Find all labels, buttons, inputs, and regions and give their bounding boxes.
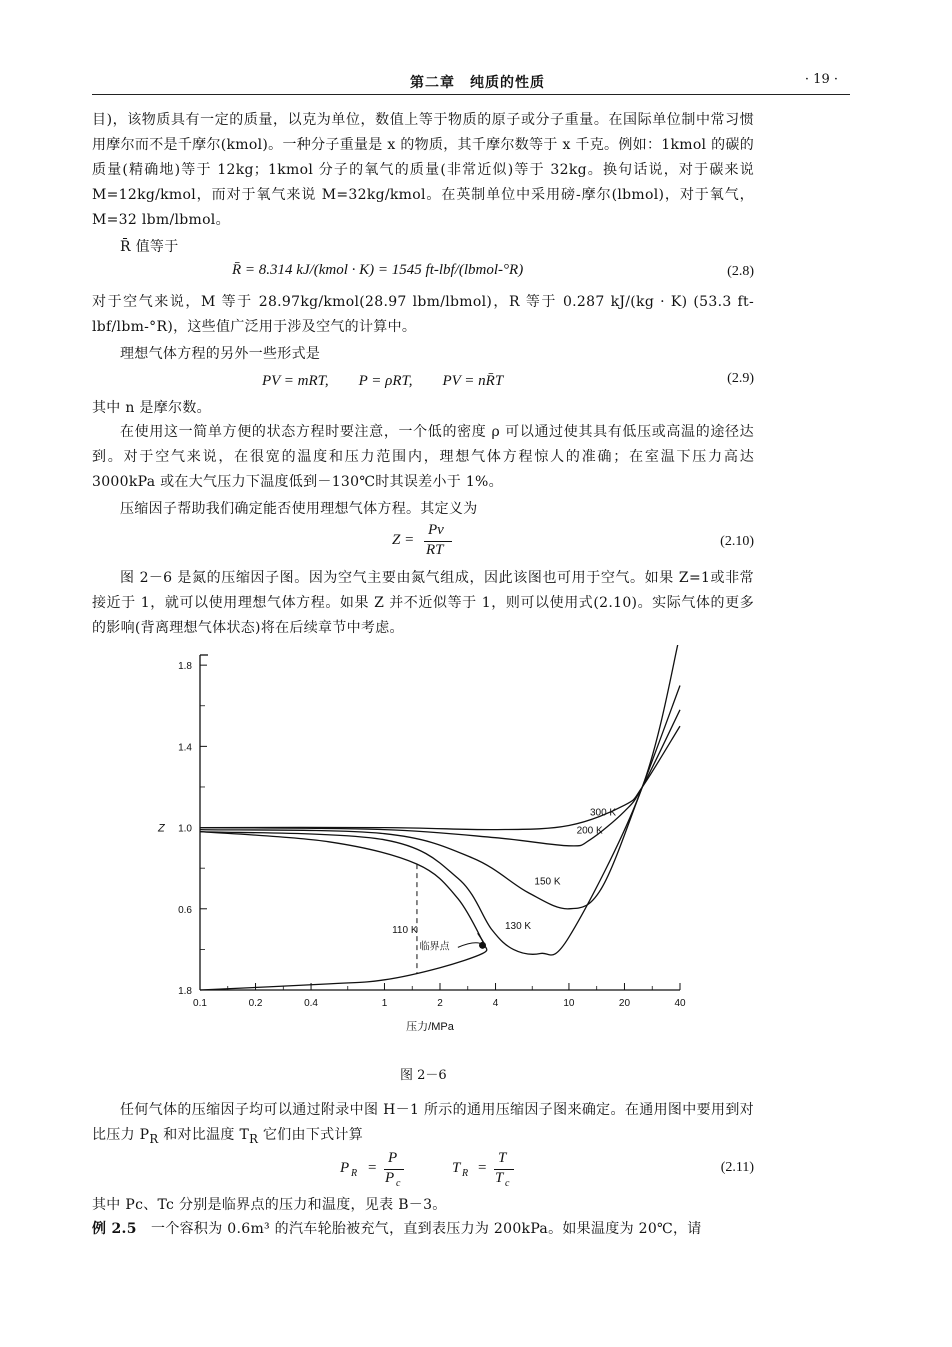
example-text: 一个容积为 0.6m³ 的汽车轮胎被充气，直到表压力为 200kPa。如果温度为 20℃，请	[136, 1221, 702, 1237]
paragraph-1: 目)，该物质具有一定的质量，以克为单位，数值上等于物质的原子或分子重量。在国际单位制中常习惯用摩尔而不是千摩尔(kmol)。一种分子重量是 x 的物质，其千摩尔数等于 x 千克。例如：1kmol 的碳的质量(精确地)等于 12kg；1kmol 分子的氧气的质量(非常近似)等于 32kg。换句话说，对于碳来说 M=12kg/kmol，而对于氧气来说 M=32kg/kmol。在英制单位中采用磅-摩尔(lbmol)，对于氧气，M=32 lbm/lbmol。	[92, 112, 754, 228]
equation-2-10-denominator: RT	[426, 542, 444, 558]
paragraph-6: 在使用这一简单方便的状态方程时要注意，一个低的密度 ρ 可以通过使其具有低压或高温的途径达到。对于空气来说，在很宽的温度和压力范围内，理想气体方程惊人的准确；在室温下压力高达 3000kPa 或在大气压力下温度低到－130℃时其误差小于 1%。	[92, 424, 754, 490]
tr-sub: R	[462, 1168, 469, 1179]
y-axis-label: Z	[158, 822, 165, 835]
paragraph-3: 对于空气来说，M 等于 28.97kg/kmol(28.97 lbm/lbmol)，R 等于 0.287 kJ/(kg · K) (53.3 ft-lbf/lbm-°R)，这些值广泛用于涉及空气的计算中。	[92, 294, 754, 335]
x-tick-label: 20	[618, 998, 631, 1009]
pr-sub: R	[351, 1168, 358, 1179]
paragraph-11	[92, 1217, 754, 1242]
page-header	[92, 70, 850, 95]
pc-sub: c	[396, 1178, 401, 1189]
figure-caption: 图 2－6	[400, 1068, 447, 1083]
equation-2-8-number: (2.8)	[727, 264, 754, 279]
x-tick-label: 0.1	[193, 998, 207, 1009]
curve-label: 300 K	[589, 807, 617, 819]
equation-2-9-number: (2.9)	[727, 371, 754, 386]
curve-110-k	[200, 832, 485, 946]
equation-2-10-numerator: Pv	[428, 522, 444, 538]
critical-point-label: 临界点	[419, 941, 450, 953]
equation-2-8-body: R̄ = 8.314 kJ/(kmol · K) = 1545 ft-lbf/(lbmol-°R)	[232, 262, 524, 278]
equals-1: =	[368, 1160, 377, 1176]
tc-sub: c	[505, 1178, 510, 1189]
page-number: · 19 ·	[804, 72, 838, 87]
x-tick-label: 1	[381, 998, 388, 1009]
equation-2-10-number: (2.10)	[720, 534, 754, 549]
equation-2-9	[92, 369, 754, 397]
paragraph-9-text-2: 和对比温度 T	[158, 1127, 250, 1143]
y-tick-label: 1.8	[178, 986, 192, 997]
paragraph-4: 理想气体方程的另外一些形式是	[120, 346, 321, 362]
x-tick-label: 10	[563, 998, 575, 1009]
y-tick-label: 1.8	[178, 661, 192, 673]
p-numerator: P	[388, 1150, 398, 1166]
equation-2-8	[92, 262, 754, 290]
paragraph-7: 压缩因子帮助我们确定能否使用理想气体方程。其定义为	[120, 501, 478, 517]
t-numerator: T	[498, 1150, 507, 1166]
paragraph-8: 图 2－6 是氮的压缩因子图。因为空气主要由氮气组成，因此该图也可用于空气。如果 Z=1或非常接近于 1，就可以使用理想气体方程。如果 Z 并不近似等于 1，则可以使用式(2.10)。实际气体的更多的影响(背离理想气体状态)将在后续章节中考虑。	[92, 570, 754, 636]
equation-2-9-body: PV = mRT, P = ρRT, PV = nR̄T	[262, 373, 504, 389]
critical-point-leader	[458, 943, 480, 948]
example-label: 例 2.5	[92, 1221, 137, 1237]
compressibility-chart	[150, 645, 710, 1035]
y-tick-label: 1.0	[178, 823, 192, 835]
curve-150-k	[200, 686, 680, 909]
tr-symbol: T	[452, 1160, 461, 1176]
paragraph-9-text-3: 它们由下式计算	[258, 1127, 364, 1143]
curve-label: 130 K	[504, 921, 532, 933]
y-tick-label: 0.6	[178, 904, 192, 916]
pr-symbol: P	[340, 1160, 350, 1176]
equation-2-11	[92, 1150, 754, 1192]
x-tick-label: 0.2	[248, 998, 263, 1009]
curve-130-k	[200, 645, 680, 955]
paragraph-9-text: 任何气体的压缩因子均可以通过附录中图 H－1 所示的通用压缩因子图来确定。在通用图中要用到对比压力 P	[92, 1102, 754, 1143]
x-tick-label: 0.4	[304, 998, 319, 1009]
paragraph-2: R̄ 值等于	[120, 239, 179, 255]
x-tick-label: 4	[492, 998, 499, 1009]
tr-subscript: R	[249, 1131, 259, 1146]
x-tick-label: 40	[674, 998, 686, 1009]
tc-symbol: T	[495, 1170, 504, 1186]
curve-200-k	[200, 710, 680, 846]
x-tick-label: 2	[437, 998, 443, 1009]
y-tick-label: 1.4	[178, 742, 192, 754]
curve-label: 110 K	[392, 925, 418, 937]
equals-2: =	[478, 1160, 487, 1176]
paragraph-5: 其中 n 是摩尔数。	[92, 400, 211, 416]
chapter-title: 第二章 纯质的性质	[410, 75, 545, 91]
pc-symbol: P	[385, 1170, 395, 1186]
curve-label: 200 K	[576, 825, 603, 837]
chart-svg	[150, 645, 710, 1035]
curve-label: 150 K	[534, 876, 561, 888]
equation-2-11-number: (2.11)	[720, 1160, 754, 1175]
paragraph-10: 其中 Pc、Tc 分别是临界点的压力和温度，见表 B－3。	[92, 1197, 447, 1213]
equation-2-10-lhs: Z =	[392, 532, 415, 548]
paragraph-9	[92, 1098, 754, 1152]
pr-subscript: R	[149, 1131, 159, 1146]
x-axis-label: 压力/MPa	[406, 1021, 454, 1033]
equation-2-10	[92, 522, 754, 562]
